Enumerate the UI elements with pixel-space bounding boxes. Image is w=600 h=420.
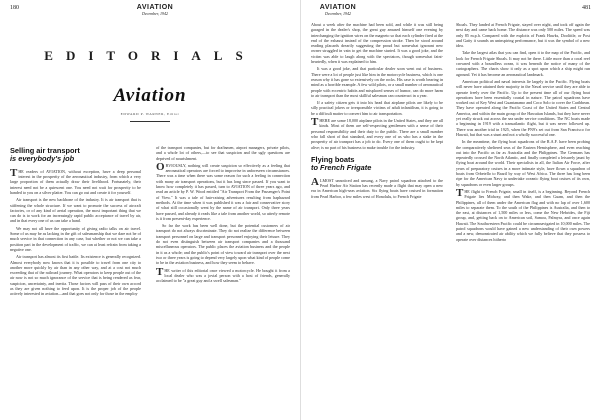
article-paragraph: In the meantime, the flying boat squadrons of the R.A.F. have been probing the comparatively sheltered seas of the Eastern Hemisphere, and even reaching out into the Pacific as far as Australia and the Philippines. The Germans has repeatedly crossed the North Atlantic, and finally completed a leisurely jaunt by flying boat around the world. Their specialists in all, the Italian Air Force, after years of preparatory cruises in a more intimate style, have flown a squadron of boats from Orbetello to Brazil by way of West Africa. The three has long been ripe for the American Navy to undertake oceanic flying boat cruises of its own, by squadrons or even larger groups. xyxy=(456,139,590,187)
editor-credit: EDWARD P. WARNER, Editor xyxy=(120,112,180,116)
editorial-column-1 xyxy=(10,145,141,299)
dropcap-t: T xyxy=(10,166,18,179)
flying-boats-heading xyxy=(311,156,443,173)
article-paragraph: If a safety citizen gets it into his head that airplane pilots are likely to be silly practical jokers or irresponsible victims of adult infantilism, it is going to be a difficult matter to convert him to air transportation. xyxy=(311,100,443,116)
article-column-2 xyxy=(456,22,590,244)
editorial-2-paragraph: of the transport companies, but for draftsmen, airport managers, private pilots, and a whole lot of others,—to see that suspicion and the ugly questions are deprived of nourishment. xyxy=(156,145,290,161)
masthead-rule xyxy=(130,121,170,122)
article-paragraph: It was a good joke, and that particular dealer soon went out of business. There were a lot of people just like him in the motorcycle business, which is one reason why it has gone so extensively on the rocks. His case is worth bearing in mind as a horrible example. A few wild pilots, or a small number of aeronautical people with eccentric habits and misplaced senses of humor, can do more harm to air transport than the most skillful salesman can counteract in a year. xyxy=(311,66,443,98)
running-head-date-right: December, 1942 xyxy=(325,11,351,16)
running-head-right xyxy=(303,4,373,16)
article-column-1 xyxy=(311,22,443,201)
editorial-column-2 xyxy=(156,145,290,285)
editorial-1-paragraph: Air transport is the new backbone of the industry. It is air transport that is stiffening the whole structure. If we want to promote the success of aircraft factories, or of any kind of aerial operation, the most important thing that we can do is to work for an increasingly rapid public acceptance of travel by air, and in that every one of us can take a hand. xyxy=(10,197,141,224)
editorial-2-paragraph: So far the work has been well done, but the potential customers of air transport do not always discriminate. They do not realize the difference between transport personnel on large and transport personnel enjoying their leisure. They do not even distinguish between air transport companies and a thousand miscellaneous operators. The public places the aviation business and the people in it as a whole; and the public's point of view toward air transport over the next two or three years is going to depend very largely upon what kind of people come to be in the aviation business, and how they seem to behave. xyxy=(156,223,290,266)
editorial-1-paragraph: Air transport has almost its first battle. Its existence is generally recognized. Almost everybody now knows that it is possible to travel from one city to another more quickly by air than in any other way, and at a cost not much exceeding that of the railroad journey. What operators to keep people out of the air now is not so much ignorance of the service that is being rendered as fear, suspicion, uncertainty, and inertia. Those factors will pass of their own accord as they are given nothing to feed upon. It is the proper job of the people actively interested in aviation—and that goes not only for those in the employ xyxy=(10,254,141,297)
section-title: EDITORIALS xyxy=(44,48,256,63)
running-head-title-left: AVIATION xyxy=(136,4,174,11)
right-page xyxy=(300,0,600,420)
running-head-date-left: December, 1942 xyxy=(142,11,168,16)
article-paragraph: Shoals. They landed at French Frigate, stayed over night, and took off again the next day and came back home. The distance was only 500 miles. The speed was only 85 m.p.h. Compared with the exploits of Frank Hawks, Doolittle, or Post and Gatty it sounds an uninspiring performance, but it was the symbol of a new idea. xyxy=(456,22,590,49)
editorial-1-paragraph: THE readers of AVIATION, without exception, have a deep personal interest in the prosperity of the aeronautical industry, from which a very large proportion of them actually draw their livelihood. Fortunately, their interest need not be a quiescent one. You need not wait for prosperity to be handed to you on a silver platter. You can go out and create it for yourself. xyxy=(10,166,141,195)
article-paragraph: About a week after the machine had been sold, and while it was still being garaged in the dealer's shop, the great guy amused himself one evening by interchanging the ignition wires on the magneto so that each cylinder fired at the end of the exhaust instead of the compression stroke. Then he stood around reading placards drearily suggesting the proud but somewhat ignorant new owner struggled in vain to get the machine started. It was a good joke, and the victim was able to laugh along with the spectators, though somewhat faint-heartedly, when it was explained to him. xyxy=(311,22,443,65)
article-paragraph: THE flight to French Frigate, small in itself, is a beginning. Beyond French Frigate lies Midway, and then Wake, and then Guam, and then the Philippines, all of them under the American flag and with no lap of over 1,600 miles to separate them. To the south of the Philippines is Australia, and then to the east, at distances of 1,500 miles or less, come the New Hebrides, the Fiji group, and, getting back on to American soil, Samoa, Palmyra, and once again Hawaii. The Southwestern Pacific could be circumnavigated in 10,000 miles. The patrol squadrons would have gained a new understanding of their own powers and a new, demonstrated air ability which we fully believe that they possess to operate over distances hitherto xyxy=(456,186,590,242)
page-number-right: 481 xyxy=(582,5,591,11)
running-head-left xyxy=(120,4,190,16)
masthead-logo: Aviation xyxy=(113,85,187,106)
editorial-2-paragraph: THE writer of this editorial once viewed a motorcycle. He bought it from a local dealer who was a jovial person with a host of friends, generally acclaimed to be "a great guy and a swell salesman." xyxy=(156,265,290,284)
article-paragraph: American political and naval interests lie largely in the Pacific. Flying boats will never have attained their majority in the Naval service until they are able to operate freely over the Pacific. Up to the present time all of our flying boat operations have been essentially coastal in nature. The patrol squadrons have worked out of Key West and Guantanamo and Coco Solo to cover the Caribbean. They have operated along the Pacific Coast of the United States and Central America, and within the main group of the Hawaiian Islands, but they have never yet really struck out across the sea under service conditions. The NC boats made a beginning in 1919 with a transatlantic flight, but it was never followed up. There was another trial in 1925, when the PN9's set out from San Francisco for Hawaii, but that was a stunt and not a wholly successful one. xyxy=(456,78,590,137)
running-head-title-right: AVIATION xyxy=(319,4,357,11)
editorial-1-title: Selling air transport is everybody's job xyxy=(10,146,80,164)
article-paragraph: Take the largest atlas that you can find, open it to the map of the Pacific, and look for French Frigate Shoals. It may not be there. Little more than a coral reef crowned with a boundless ocean, it was beneath the notice of many of the cartographers. The charts show it only as a spot upon which a ship might run aground. Yet it has become an aeronautical landmark. xyxy=(456,50,590,77)
editorial-2-paragraph: OBVIOUSLY, nothing will create suspicion so effectively as a feeling that aeronautical operators are forced to improvise in unforeseen circumstances. There was a time when there was some reason for such a feeling in connection with many air transport operations, but it has long since passed. If you want to know how completely it has passed, turn to AVIATION of three years ago, and read an article by P. W. Wood entitled "Air Transport From the Passenger's Point of View." It was a tale of hair-raising adventures resulting from haphazard methods. At the time when it was published it was a fair and conservative story of what still occasionally went by the name of air transport. Only three years have passed, and already it reads like a tale from another world, so utterly remote is it from present-day experience. xyxy=(156,160,290,221)
editorial-1-heading xyxy=(10,147,141,164)
page-number-left: 180 xyxy=(10,5,19,11)
article-paragraph: THERE are some 18,000 airplane pilots in the United States, and they are all kinds. Most of them are self-respecting gentlemen with a sense of their personal responsibility and their duty to the public. There are a small number who fall short of that standard, and every one of us who has a stake in the prosperity of air transport has a job to do. Every one of them ought to be kept alive; is no part of his business to make trouble for the industry. xyxy=(311,116,443,150)
flying-boats-title: Flying boats to French Frigate xyxy=(311,154,372,173)
article-paragraph: ALMOST unnoticed and unsung, a Navy patrol squadron attached to the Pearl Harbor Air Station has recently made a flight that may open a new era in American high-seas aviation. Six flying boats have cruised in formation from Pearl Harbor, a few miles west of Honolulu, to French Frigate xyxy=(311,175,443,199)
dropcap-o: O xyxy=(156,160,165,173)
editorial-1-paragraph: We may not all have the opportunity of giving radio talks on air travel. Some of us may be as lacking in the gift of salesmanship that we dare not be of much service in that connection in any case, but whether or not we can take a position part in the development of traffic, we can at least refrain from taking a negative one. xyxy=(10,225,141,252)
